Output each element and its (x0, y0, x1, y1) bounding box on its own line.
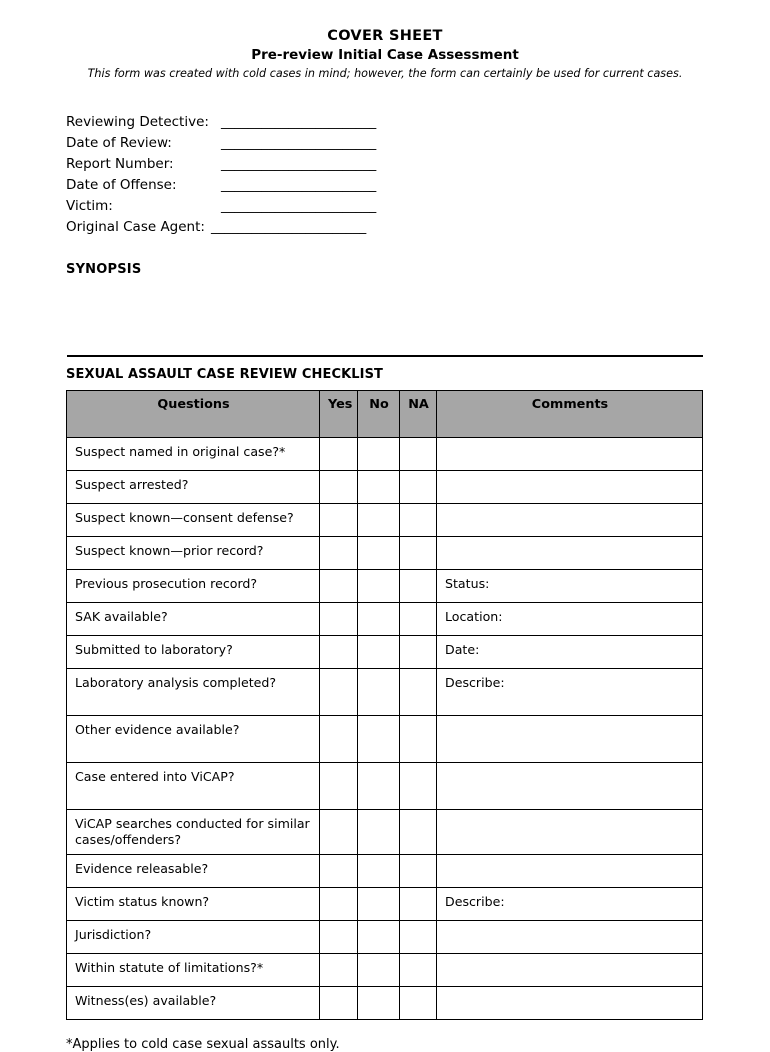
no-checkbox-cell[interactable] (358, 809, 400, 854)
comments-cell[interactable]: Describe: (437, 668, 703, 715)
comments-cell[interactable] (437, 854, 703, 887)
field-row (66, 217, 704, 238)
question-cell: Laboratory analysis completed? (67, 668, 320, 715)
page-title: COVER SHEET (327, 28, 443, 44)
no-checkbox-cell[interactable] (358, 715, 400, 762)
yes-checkbox-cell[interactable] (320, 715, 358, 762)
no-checkbox-cell[interactable] (358, 437, 400, 470)
checklist-table (66, 390, 703, 1020)
comments-cell[interactable] (437, 437, 703, 470)
field-line-reviewing-detective[interactable]: _______________________ (221, 113, 377, 130)
field-row (66, 196, 704, 217)
question-cell: Suspect named in original case?* (67, 437, 320, 470)
comments-cell[interactable] (437, 986, 703, 1019)
field-label-date-of-offense: Date of Offense: (66, 176, 177, 193)
na-checkbox-cell[interactable] (400, 953, 437, 986)
column-header-yes: Yes (320, 390, 358, 437)
synopsis-heading: SYNOPSIS (66, 261, 142, 277)
no-checkbox-cell[interactable] (358, 503, 400, 536)
comments-cell[interactable]: Location: (437, 602, 703, 635)
table-row (67, 809, 703, 854)
question-cell: Submitted to laboratory? (67, 635, 320, 668)
na-checkbox-cell[interactable] (400, 854, 437, 887)
question-cell: Previous prosecution record? (67, 569, 320, 602)
yes-checkbox-cell[interactable] (320, 569, 358, 602)
yes-checkbox-cell[interactable] (320, 668, 358, 715)
na-checkbox-cell[interactable] (400, 569, 437, 602)
field-line-victim[interactable]: _______________________ (221, 197, 377, 214)
comments-cell[interactable] (437, 762, 703, 809)
question-cell: Within statute of limitations?* (67, 953, 320, 986)
question-cell: ViCAP searches conducted for similar cases/offenders? (67, 809, 320, 854)
field-row (66, 112, 704, 133)
na-checkbox-cell[interactable] (400, 536, 437, 569)
comments-cell[interactable] (437, 809, 703, 854)
no-checkbox-cell[interactable] (358, 953, 400, 986)
na-checkbox-cell[interactable] (400, 635, 437, 668)
field-label-victim: Victim: (66, 197, 113, 214)
comments-cell[interactable] (437, 715, 703, 762)
na-checkbox-cell[interactable] (400, 437, 437, 470)
no-checkbox-cell[interactable] (358, 762, 400, 809)
yes-checkbox-cell[interactable] (320, 986, 358, 1019)
yes-checkbox-cell[interactable] (320, 953, 358, 986)
table-row (67, 503, 703, 536)
field-line-report-number[interactable]: _______________________ (221, 155, 377, 172)
na-checkbox-cell[interactable] (400, 503, 437, 536)
table-row (67, 986, 703, 1019)
na-checkbox-cell[interactable] (400, 470, 437, 503)
question-cell: Case entered into ViCAP? (67, 762, 320, 809)
yes-checkbox-cell[interactable] (320, 920, 358, 953)
question-cell: Witness(es) available? (67, 986, 320, 1019)
column-header-comments: Comments (437, 390, 703, 437)
field-line-original-case-agent[interactable]: _______________________ (210, 218, 367, 235)
table-row (67, 536, 703, 569)
na-checkbox-cell[interactable] (400, 920, 437, 953)
table-row (67, 715, 703, 762)
yes-checkbox-cell[interactable] (320, 470, 358, 503)
no-checkbox-cell[interactable] (358, 635, 400, 668)
table-row (67, 470, 703, 503)
table-row (67, 569, 703, 602)
question-cell: Suspect known—prior record? (67, 536, 320, 569)
na-checkbox-cell[interactable] (400, 986, 437, 1019)
na-checkbox-cell[interactable] (400, 668, 437, 715)
no-checkbox-cell[interactable] (358, 920, 400, 953)
field-label-original-case-agent: Original Case Agent: (66, 218, 205, 235)
form-note: This form was created with cold cases in mind; however, the form can certainly be used for current cases. (87, 67, 683, 80)
table-row (67, 854, 703, 887)
na-checkbox-cell[interactable] (400, 715, 437, 762)
table-row (67, 920, 703, 953)
no-checkbox-cell[interactable] (358, 854, 400, 887)
field-label-reviewing-detective: Reviewing Detective: (66, 113, 209, 130)
document-content (66, 28, 704, 1052)
no-checkbox-cell[interactable] (358, 602, 400, 635)
yes-checkbox-cell[interactable] (320, 887, 358, 920)
column-header-no: No (358, 390, 400, 437)
table-row (67, 668, 703, 715)
section-divider (67, 355, 703, 357)
na-checkbox-cell[interactable] (400, 602, 437, 635)
comments-cell[interactable] (437, 536, 703, 569)
column-header-questions: Questions (67, 390, 320, 437)
table-row (67, 953, 703, 986)
column-header-na: NA (400, 390, 437, 437)
no-checkbox-cell[interactable] (358, 569, 400, 602)
field-label-report-number: Report Number: (66, 155, 174, 172)
comments-cell[interactable]: Status: (437, 569, 703, 602)
na-checkbox-cell[interactable] (400, 762, 437, 809)
yes-checkbox-cell[interactable] (320, 503, 358, 536)
yes-checkbox-cell[interactable] (320, 809, 358, 854)
yes-checkbox-cell[interactable] (320, 854, 358, 887)
question-cell: Suspect known—consent defense? (67, 503, 320, 536)
page-subtitle: Pre-review Initial Case Assessment (251, 47, 519, 63)
case-info-fields (66, 112, 704, 238)
footnote: *Applies to cold case sexual assaults only. (66, 1036, 340, 1052)
na-checkbox-cell[interactable] (400, 809, 437, 854)
question-cell: Jurisdiction? (67, 920, 320, 953)
comments-cell[interactable] (437, 470, 703, 503)
yes-checkbox-cell[interactable] (320, 762, 358, 809)
question-cell: Evidence releasable? (67, 854, 320, 887)
na-checkbox-cell[interactable] (400, 887, 437, 920)
no-checkbox-cell[interactable] (358, 470, 400, 503)
field-row (66, 175, 704, 196)
question-cell: Victim status known? (67, 887, 320, 920)
question-cell: Suspect arrested? (67, 470, 320, 503)
field-line-date-of-offense[interactable]: _______________________ (221, 176, 377, 193)
no-checkbox-cell[interactable] (358, 536, 400, 569)
question-cell: Other evidence available? (67, 715, 320, 762)
yes-checkbox-cell[interactable] (320, 437, 358, 470)
comments-cell[interactable] (437, 503, 703, 536)
field-row (66, 133, 704, 154)
yes-checkbox-cell[interactable] (320, 536, 358, 569)
field-label-date-of-review: Date of Review: (66, 134, 172, 151)
question-cell: SAK available? (67, 602, 320, 635)
table-row (67, 762, 703, 809)
comments-cell[interactable]: Date: (437, 635, 703, 668)
no-checkbox-cell[interactable] (358, 986, 400, 1019)
no-checkbox-cell[interactable] (358, 887, 400, 920)
table-row (67, 635, 703, 668)
table-header-row (67, 390, 703, 437)
yes-checkbox-cell[interactable] (320, 635, 358, 668)
checklist-section-title: SEXUAL ASSAULT CASE REVIEW CHECKLIST (66, 366, 384, 382)
field-row (66, 154, 704, 175)
table-row (67, 602, 703, 635)
yes-checkbox-cell[interactable] (320, 602, 358, 635)
no-checkbox-cell[interactable] (358, 668, 400, 715)
table-row (67, 437, 703, 470)
table-row (67, 887, 703, 920)
comments-cell[interactable]: Describe: (437, 887, 703, 920)
comments-cell[interactable] (437, 953, 703, 986)
field-line-date-of-review[interactable]: _______________________ (221, 134, 377, 151)
comments-cell[interactable] (437, 920, 703, 953)
